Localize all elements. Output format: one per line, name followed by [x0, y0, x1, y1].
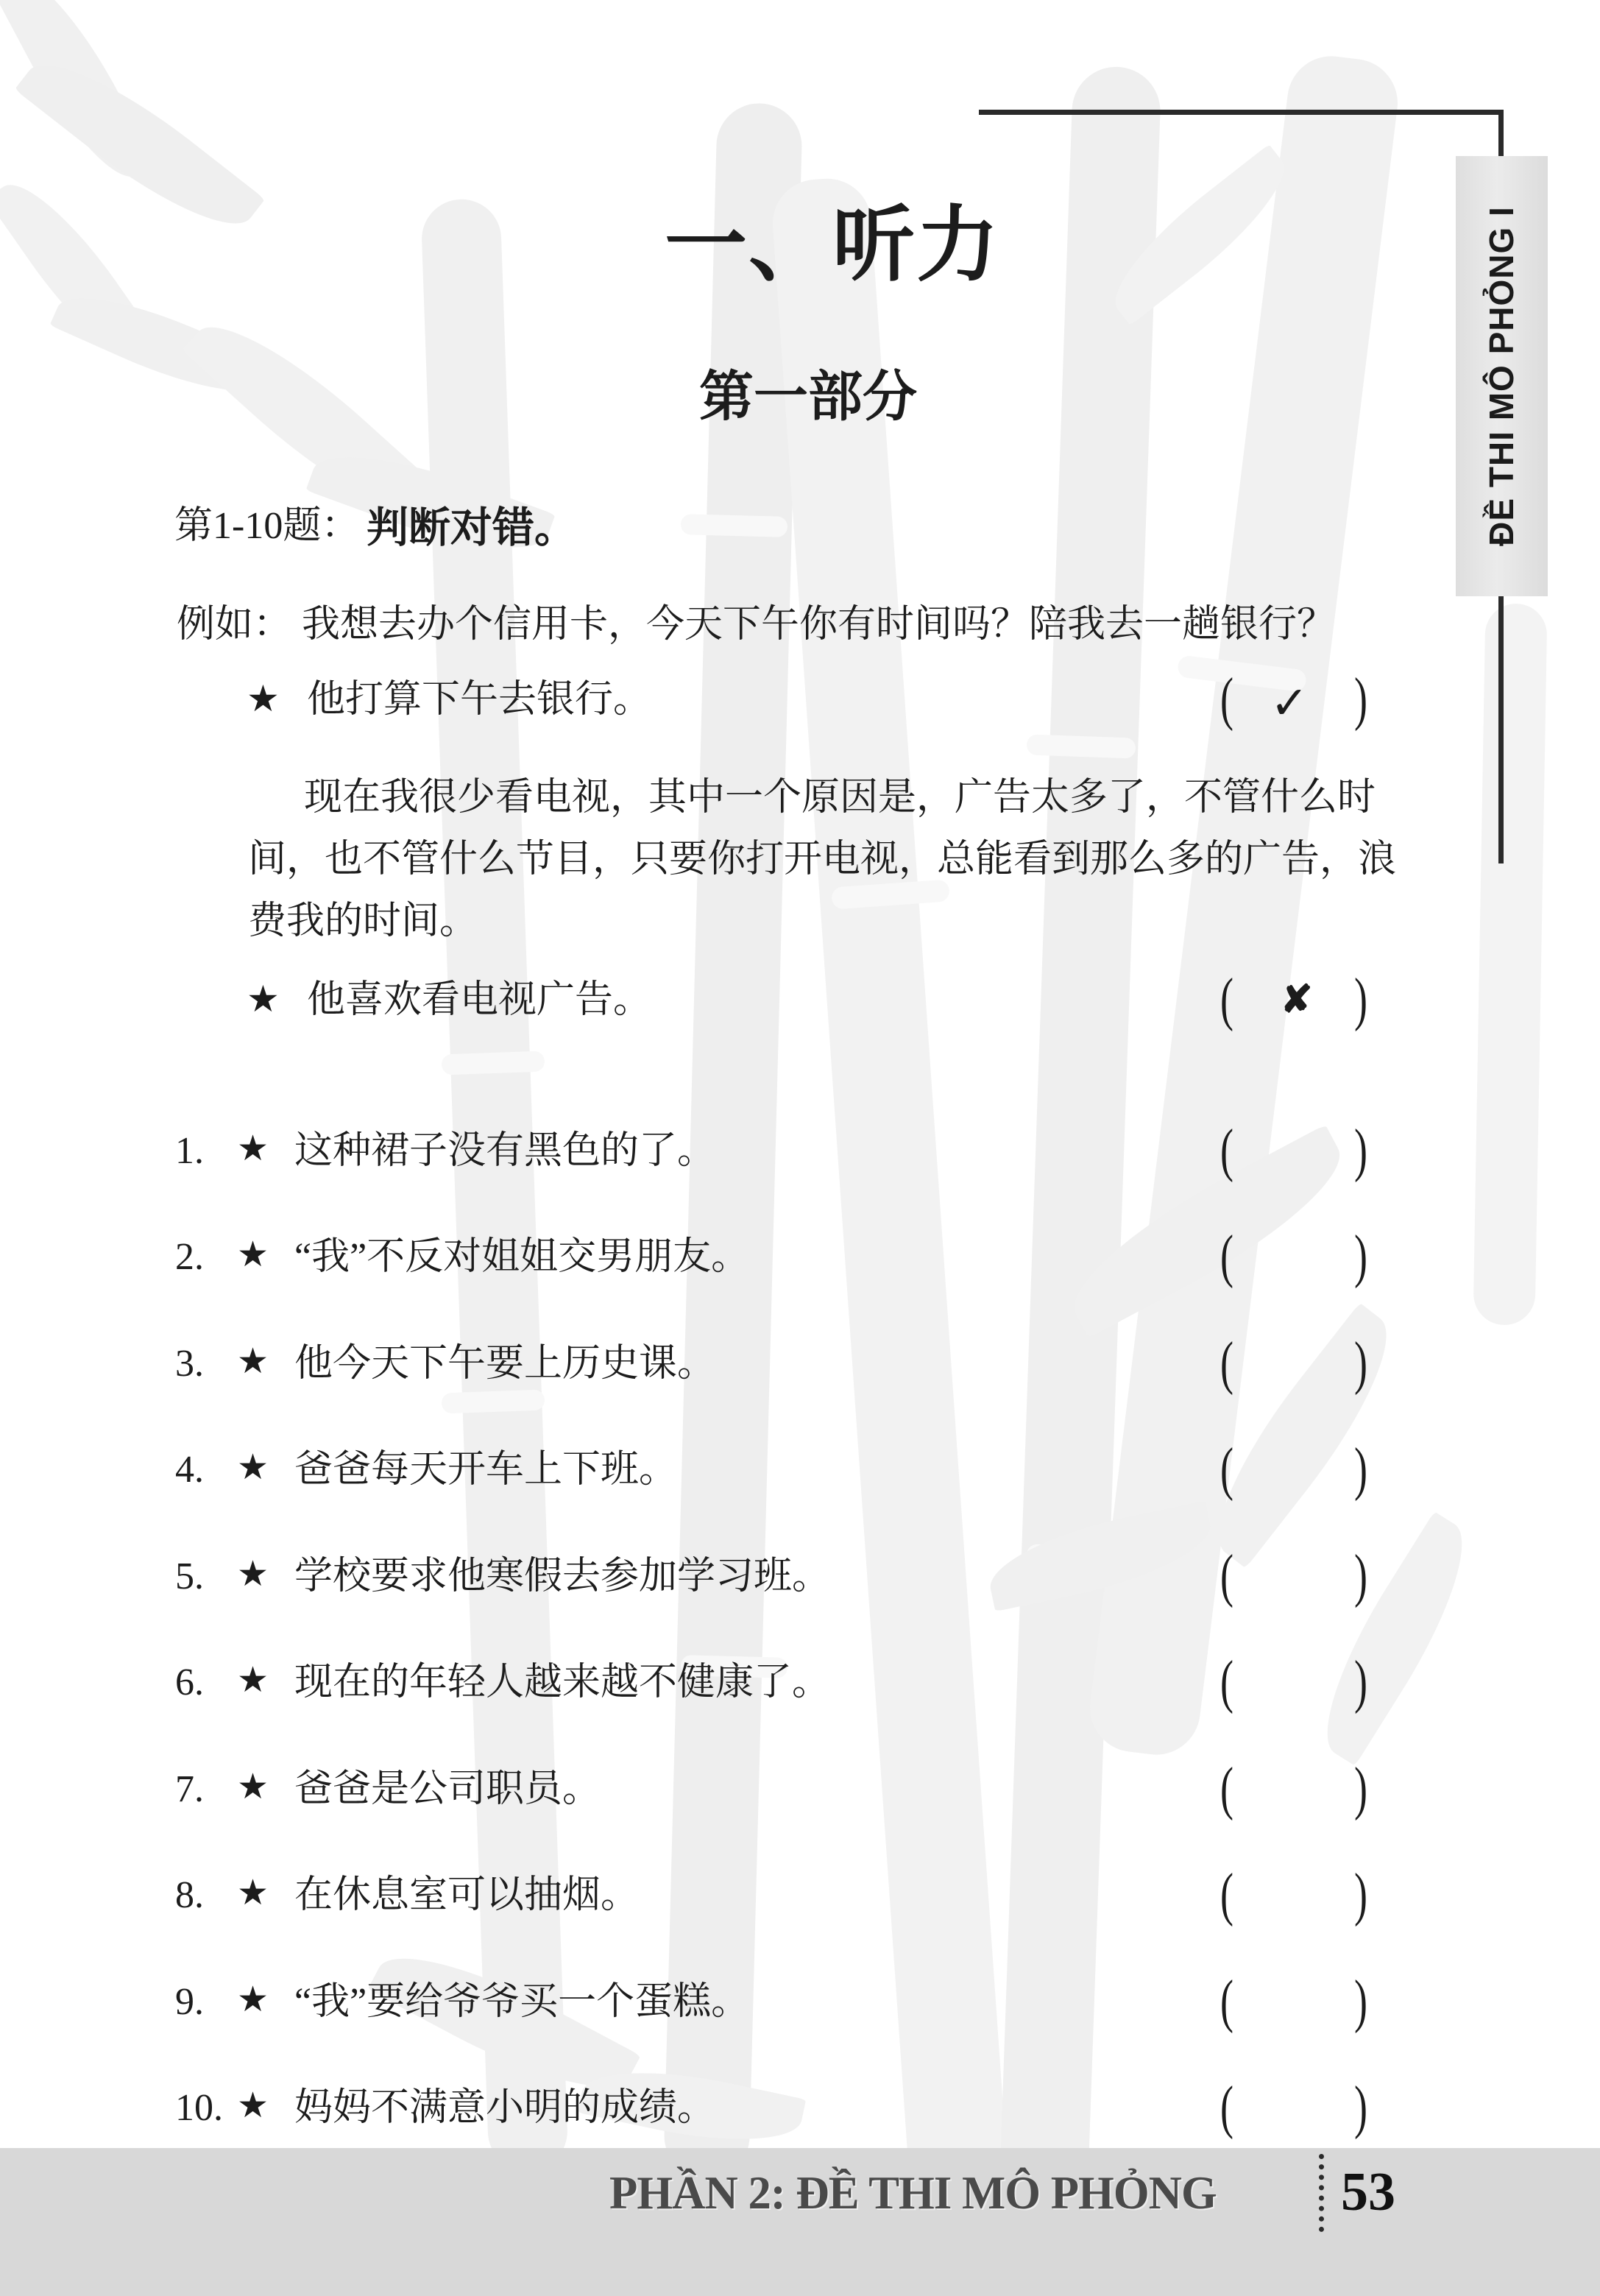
star-icon: ★ — [247, 678, 280, 719]
question-text: 爸爸每天开车上下班。 — [294, 1449, 678, 1491]
question-number: 6. — [175, 1661, 204, 1703]
question-text: 在休息室可以抽烟。 — [294, 1874, 640, 1916]
question-number: 3. — [175, 1343, 204, 1385]
question-text: 学校要求他寒假去参加学习班。 — [294, 1555, 831, 1597]
question-row — [0, 1754, 1600, 1823]
question-row — [0, 1860, 1600, 1929]
example-dialogue: 我想去办个信用卡，今天下午你有时间吗？陪我去一趟银行？ — [302, 604, 1336, 646]
question-text: 他今天下午要上历史课。 — [294, 1343, 716, 1385]
instructions-line — [0, 502, 1600, 559]
question-text: 爸爸是公司职员。 — [294, 1768, 601, 1810]
question-row — [0, 1329, 1600, 1397]
section-title: 一、听力 — [665, 200, 1000, 292]
part-subtitle: 第一部分 — [699, 367, 917, 428]
question-row — [0, 1647, 1600, 1716]
x-mark-icon: ✘ — [1281, 979, 1313, 1021]
answer-paren-open: ( — [1220, 1860, 1233, 1927]
example-statement: 他打算下午去银行。 — [307, 679, 652, 721]
question-number: 8. — [175, 1874, 204, 1916]
answer-paren-open: ( — [1220, 1647, 1233, 1714]
star-icon: ★ — [237, 1980, 269, 2019]
question-row — [0, 2073, 1600, 2141]
question-text: 这种裙子没有黑色的了。 — [294, 1130, 716, 1172]
answer-paren-close: ) — [1354, 1329, 1367, 1396]
example-statement: 他喜欢看电视广告。 — [307, 979, 652, 1021]
answer-paren-open: ( — [1220, 1541, 1233, 1608]
answer-paren-close: ) — [1354, 965, 1367, 1032]
answer-paren-close: ) — [1354, 1435, 1367, 1502]
question-number: 2. — [175, 1236, 204, 1278]
answer-paren-open: ( — [1220, 965, 1233, 1032]
answer-paren-open: ( — [1220, 2073, 1233, 2140]
star-icon: ★ — [237, 1661, 269, 1700]
bamboo-node-watermark — [1027, 734, 1136, 758]
task-label: 判断对错。 — [367, 505, 576, 551]
question-text: “我”要给爷爷买一个蛋糕。 — [294, 1981, 750, 2023]
check-mark-icon: ✓ — [1270, 679, 1309, 729]
page-number: 53 — [1341, 2162, 1395, 2222]
question-number: 9. — [175, 1981, 204, 2023]
answer-paren-open: ( — [1220, 1754, 1233, 1821]
answer-paren-open: ( — [1220, 665, 1233, 732]
answer-paren-close: ) — [1354, 1116, 1367, 1183]
answer-paren-close: ) — [1354, 2073, 1367, 2140]
top-horizontal-rule — [979, 110, 1503, 115]
star-icon: ★ — [237, 2086, 269, 2125]
star-icon: ★ — [237, 1555, 269, 1594]
question-text: “我”不反对姐姐交男朋友。 — [294, 1236, 750, 1278]
question-number: 7. — [175, 1768, 204, 1810]
footer-section-label: PHẦN 2: ĐỀ THI MÔ PHỎNG — [609, 2166, 1217, 2219]
example-statement-row — [0, 965, 1600, 1034]
question-text: 妈妈不满意小明的成绩。 — [294, 2087, 716, 2129]
sidebar-label: ĐỀ THI MÔ PHỎNG I — [1482, 206, 1521, 546]
star-icon: ★ — [237, 1129, 269, 1168]
question-row — [0, 1435, 1600, 1503]
answer-paren-close: ) — [1354, 1222, 1367, 1289]
answer-paren-open: ( — [1220, 1967, 1233, 2034]
example-statement-row — [0, 665, 1600, 733]
answer-paren-close: ) — [1354, 1860, 1367, 1927]
question-number: 5. — [175, 1555, 204, 1597]
answer-paren-close: ) — [1354, 1754, 1367, 1821]
star-icon: ★ — [237, 1873, 269, 1912]
answer-paren-close: ) — [1354, 1647, 1367, 1714]
question-range: 第1-10题： — [174, 505, 360, 547]
star-icon: ★ — [237, 1235, 269, 1274]
star-icon: ★ — [237, 1448, 269, 1487]
answer-paren-close: ) — [1354, 665, 1367, 732]
passage-line: 间，也不管什么节目，只要你打开电视，总能看到那么多的广告，浪 — [248, 838, 1397, 880]
answer-paren-close: ) — [1354, 1967, 1367, 2034]
question-row — [0, 1541, 1600, 1610]
star-icon: ★ — [247, 978, 280, 1020]
question-text: 现在的年轻人越来越不健康了。 — [294, 1661, 831, 1703]
bamboo-leaf-watermark — [1298, 1511, 1491, 1766]
footer-dotted-divider — [1319, 2154, 1324, 2232]
question-row — [0, 1967, 1600, 2035]
answer-paren-close: ) — [1354, 1541, 1367, 1608]
question-number: 1. — [175, 1130, 204, 1172]
example-label: 例如： — [177, 604, 292, 646]
question-number: 4. — [175, 1449, 204, 1491]
passage-line: 费我的时间。 — [248, 900, 478, 942]
answer-paren-open: ( — [1220, 1116, 1233, 1183]
star-icon: ★ — [237, 1342, 269, 1381]
example-line — [0, 601, 1600, 658]
star-icon: ★ — [237, 1767, 269, 1806]
question-row — [0, 1116, 1600, 1184]
bamboo-node-watermark — [442, 1051, 545, 1075]
answer-paren-open: ( — [1220, 1222, 1233, 1289]
answer-paren-open: ( — [1220, 1329, 1233, 1396]
answer-paren-open: ( — [1220, 1435, 1233, 1502]
question-number: 10. — [175, 2087, 223, 2129]
question-row — [0, 1222, 1600, 1290]
passage-line: 现在我很少看电视，其中一个原因是，广告太多了，不管什么时 — [304, 777, 1376, 819]
